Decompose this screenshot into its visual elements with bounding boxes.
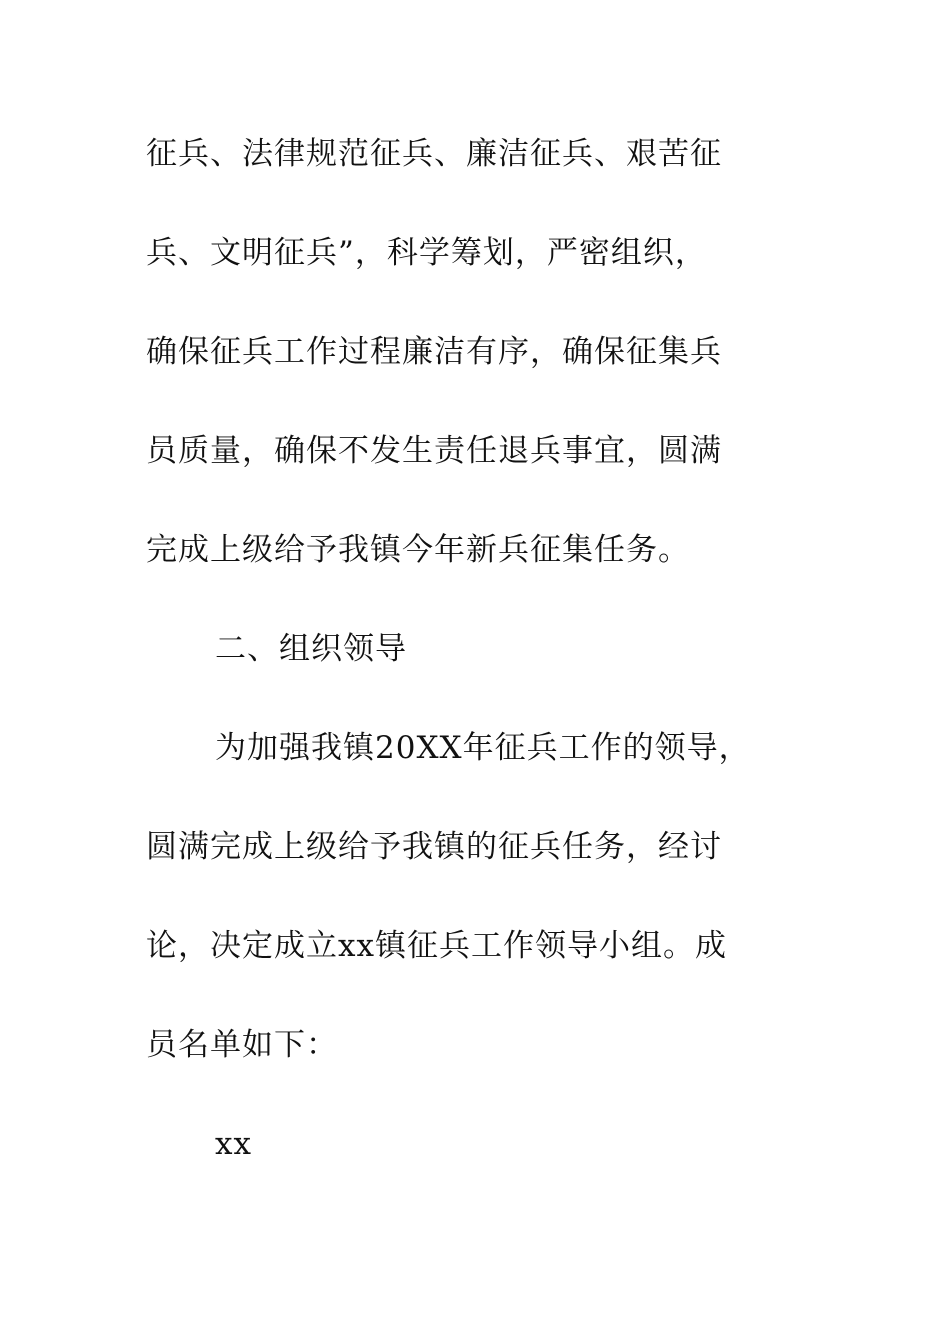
section-heading: 二、组织领导 xyxy=(215,631,407,667)
body-line-8: 论，决定成立xx镇征兵工作领导小组。成 xyxy=(146,928,727,964)
body-line-1: 征兵、法律规范征兵、廉洁征兵、艰苦征 xyxy=(146,136,722,172)
body-line-4: 员质量，确保不发生责任退兵事宜，圆满 xyxy=(146,433,722,469)
body-line-7: 圆满完成上级给予我镇的征兵任务，经讨 xyxy=(146,829,722,865)
body-line-3: 确保征兵工作过程廉洁有序，确保征集兵 xyxy=(146,334,722,370)
body-line-9: 员名单如下： xyxy=(146,1027,338,1063)
body-line-2: 兵、文明征兵”，科学筹划，严密组织， xyxy=(146,235,707,271)
body-line-6: 为加强我镇20XX年征兵工作的领导， xyxy=(215,730,751,766)
body-line-5: 完成上级给予我镇今年新兵征集任务。 xyxy=(146,532,690,568)
member-name: xx xyxy=(215,1126,252,1162)
